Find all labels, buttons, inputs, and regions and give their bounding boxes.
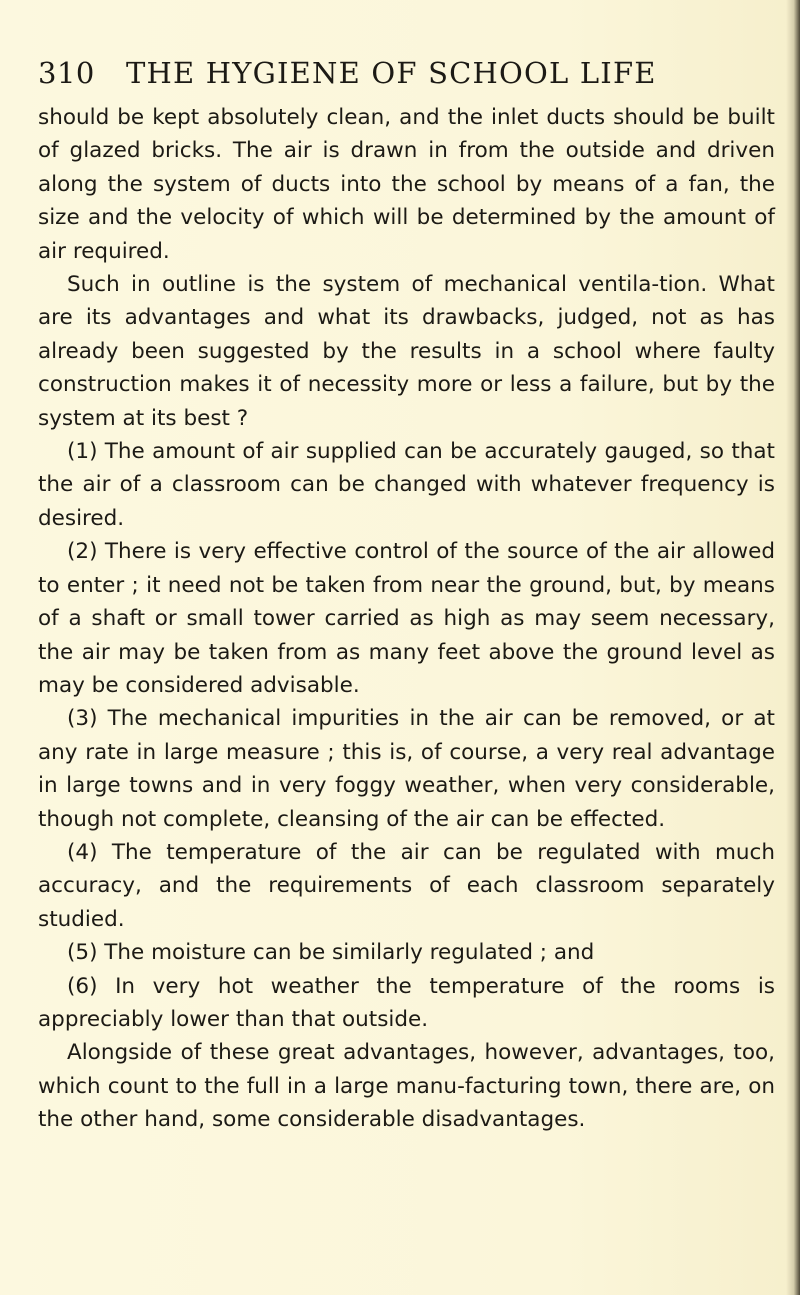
page-edge-shadow bbox=[786, 0, 800, 1295]
paragraph-advantage-2: (2) There is very effective control of the source of the air allowed to enter ; it need not be taken from near the ground, but, by means of a shaft or small tower carried as high as may seem necessary, the air may be taken from as many feet above the ground level as may be considered advisable. bbox=[38, 539, 775, 698]
paragraph-continuation: should be kept absolutely clean, and the inlet ducts should be built of glazed bricks. The air is drawn in from the outside and driven along the system of ducts into the school by means of a fan, the size and the velocity of which will be determined by the amount of air required. bbox=[38, 105, 775, 264]
paragraph-advantage-3: (3) The mechanical impurities in the air can be removed, or at any rate in large measure ; this is, of course, a very real advantage in large towns and in very foggy weather, when very considerable, though not complete, cleansing of the air can be effected. bbox=[38, 706, 775, 832]
body-text bbox=[38, 101, 775, 1137]
running-title: THE HYGIENE OF SCHOOL LIFE bbox=[125, 56, 657, 90]
page-header bbox=[38, 56, 738, 96]
paragraph-system-summary: Such in outline is the system of mechanical ventila-tion. What are its advantages and what its drawbacks, judged, not as has already been suggested by the results in a school where faulty construction makes it of necessity more or less a failure, but by the system at its best ? bbox=[38, 272, 775, 431]
paragraph-advantage-6: (6) In very hot weather the temperature of the rooms is appreciably lower than that outside. bbox=[38, 973, 775, 1032]
paragraph-advantage-5: (5) The moisture can be similarly regulated ; and bbox=[67, 940, 595, 966]
paragraph-advantage-1: (1) The amount of air supplied can be accurately gauged, so that the air of a classroom can be changed with whatever frequency is desired. bbox=[38, 439, 775, 531]
page-number: 310 bbox=[38, 56, 95, 90]
paragraph-advantage-4: (4) The temperature of the air can be regulated with much accuracy, and the requirements of each classroom separately studied. bbox=[38, 839, 775, 932]
paragraph-disadvantages-intro: Alongside of these great advantages, however, advantages, too, which count to the full in a large manu-facturing town, there are, on the other hand, some considerable disadvantages. bbox=[38, 1040, 775, 1133]
